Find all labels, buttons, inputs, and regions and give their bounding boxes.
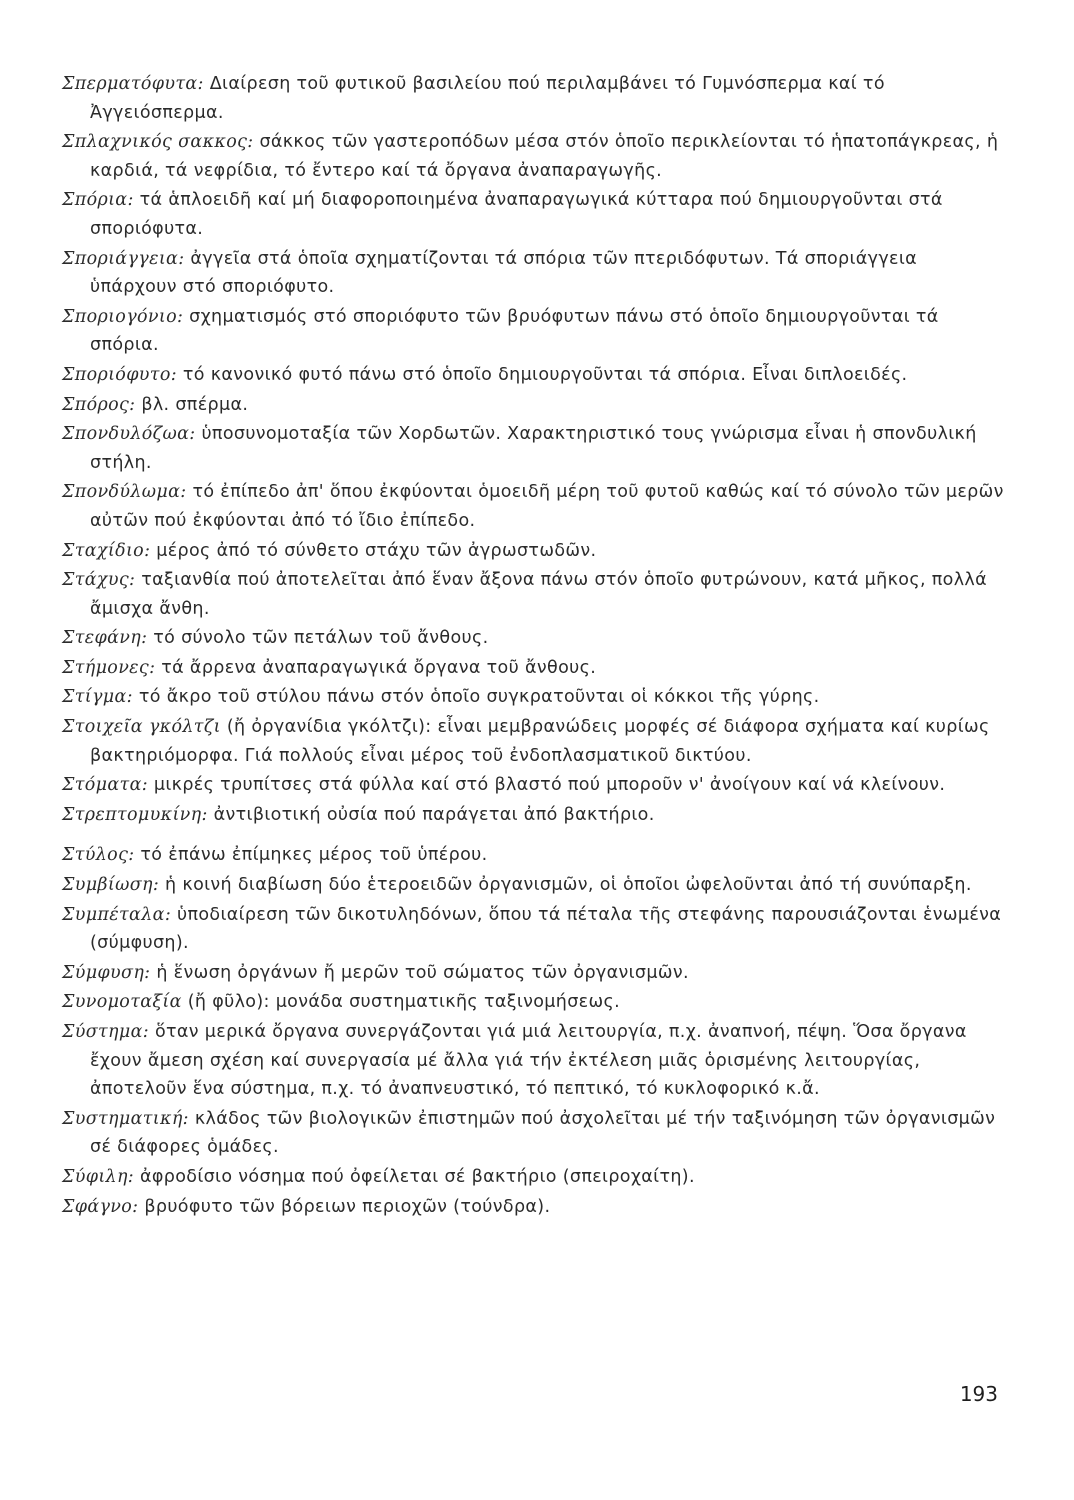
entry-term: Σποριόφυτο: xyxy=(62,364,177,385)
glossary-entry xyxy=(62,303,1007,360)
entry-term: Σύφιλη: xyxy=(62,1166,135,1187)
entry-definition: τό ἄκρο τοῦ στύλου πάνω στόν ὁποῖο συγκρατοῦνται οἱ κόκκοι τῆς γύρης. xyxy=(138,687,820,708)
glossary-entry xyxy=(62,1105,1007,1162)
entry-definition: ἡ ἕνωση ὀργάνων ἤ μερῶν τοῦ σώματος τῶν ὀργανισμῶν. xyxy=(156,962,689,983)
entry-definition: σάκκος τῶν γαστεροπόδων μέσα στόν ὁποῖο περικλείονται τό ἡπατοπάγκρεας, ἡ καρδιά, τά νεφρίδια, τό ἔντερο καί τά ὄργανα ἀναπαραγωγῆς. xyxy=(90,132,999,181)
entry-term: Συστηματική: xyxy=(62,1108,189,1129)
entry-term: Στεφάνη: xyxy=(62,628,148,649)
entry-definition: ἀφροδίσιο νόσημα πού ὀφείλεται σέ βακτήριο (σπειροχαίτη). xyxy=(139,1166,695,1187)
glossary-entry xyxy=(62,245,1007,302)
entry-definition: (ἤ ὀργανίδια γκόλτζι): εἶναι μεμβρανώδεις μορφές σέ διάφορα σχήματα καί κυρίως βακτηριόμορφα. Γιά πολλούς εἶναι μέρος τοῦ ἐνδοπλασματικοῦ δικτύου. xyxy=(90,717,990,766)
glossary-entry xyxy=(62,841,1007,870)
entry-term: Σφάγνο: xyxy=(62,1196,139,1217)
entry-definition: Διαίρεση τοῦ φυτικοῦ βασιλείου πού περιλαμβάνει τό Γυμνόσπερμα καί τό Ἀγγειόσπερμα. xyxy=(90,74,885,123)
entry-term: Στήμονες: xyxy=(62,657,156,678)
entry-definition: μέρος ἀπό τό σύνθετο στάχυ τῶν ἀγρωστωδῶν. xyxy=(156,540,597,561)
entry-term: Στοιχεῖα γκόλτζι xyxy=(62,717,221,738)
glossary-entry xyxy=(62,988,1007,1017)
entry-term: Συμβίωση: xyxy=(62,875,160,896)
glossary-entry xyxy=(62,566,1007,623)
glossary-entry xyxy=(62,624,1007,653)
entry-term: Σποριογόνιο: xyxy=(62,306,184,327)
entry-term: Σύμφυση: xyxy=(62,962,151,983)
glossary-entry xyxy=(62,420,1007,477)
entry-definition: κλάδος τῶν βιολογικῶν ἐπιστημῶν πού ἀσχολεῖται μέ τήν ταξινόμηση τῶν ὀργανισμῶν σέ διάφορες ὁμάδες. xyxy=(90,1108,996,1158)
entry-definition: τά ἁπλοειδῆ καί μή διαφοροποιημένα ἀναπαραγωγικά κύτταρα πού δημιουργοῦνται στά σποριόφυτα. xyxy=(90,190,943,239)
entry-term: Στύλος: xyxy=(62,845,135,866)
entry-term: Σπονδυλόζωα: xyxy=(62,424,196,445)
glossary-entry xyxy=(62,1163,1007,1192)
glossary-entry xyxy=(62,713,1007,770)
entry-definition: τό ἐπάνω ἐπίμηκες μέρος τοῦ ὑπέρου. xyxy=(140,845,488,866)
entry-term: Στάχυς: xyxy=(62,570,136,591)
entry-term: Σποριάγγεια: xyxy=(62,248,185,269)
entry-definition: ὑποσυνομοταξία τῶν Χορδωτῶν. Χαρακτηριστικό τους γνώρισμα εἶναι ἡ σπονδυλική στήλη. xyxy=(90,424,977,473)
glossary-entry xyxy=(62,391,1007,420)
entry-term: Στρεπτομυκίνη: xyxy=(62,804,208,825)
entry-term: Συνομοταξία xyxy=(62,992,182,1013)
entry-definition: τά ἄρρενα ἀναπαραγωγικά ὄργανα τοῦ ἄνθους. xyxy=(161,657,597,678)
entry-term: Στόματα: xyxy=(62,775,148,796)
glossary-entry xyxy=(62,959,1007,988)
glossary-entry xyxy=(62,1193,1007,1222)
entry-term: Σπονδύλωμα: xyxy=(62,482,187,503)
entry-definition: ἀγγεῖα στά ὁποῖα σχηματίζονται τά σπόρια τῶν πτεριδόφυτων. Τά σποριάγγεια ὑπάρχουν στό σποριόφυτο. xyxy=(90,248,918,298)
entry-definition: σχηματισμός στό σποριόφυτο τῶν βρυόφυτων πάνω στό ὁποῖο δημιουργοῦνται τά σπόρια. xyxy=(90,306,939,356)
entry-definition: ἀντιβιοτική οὐσία πού παράγεται ἀπό βακτήριο. xyxy=(213,804,655,825)
entry-term: Σπερματόφυτα: xyxy=(62,74,204,94)
page-number: 193 xyxy=(959,1382,998,1406)
entry-term: Συμπέταλα: xyxy=(62,904,172,925)
glossary-entry xyxy=(62,801,1007,830)
entry-definition: ἡ κοινή διαβίωση δύο ἑτεροειδῶν ὀργανισμῶν, οἱ ὁποῖοι ὠφελοῦνται ἀπό τή συνύπαρξη. xyxy=(165,875,972,896)
entry-definition: τό ἐπίπεδο ἀπ' ὅπου ἐκφύονται ὁμοειδῆ μέρη τοῦ φυτοῦ καθώς καί τό σύνολο τῶν μερῶν αὐτῶν πού ἐκφύονται ἀπό τό ἴδιο ἐπίπεδο. xyxy=(90,482,1004,531)
glossary-entry xyxy=(62,478,1007,535)
entry-term: Στίγμα: xyxy=(62,687,133,708)
glossary-entry xyxy=(62,683,1007,712)
glossary-entry xyxy=(62,186,1007,243)
entry-definition: ὅταν μερικά ὄργανα συνεργάζονται γιά μιά λειτουργία, π.χ. ἀναπνοή, πέψη. Ὅσα ὄργανα ἔχουν ἄμεση σχέση καί συνεργασία μέ ἄλλα γιά τήν ἐκτέλεση μιᾶς ὁρισμένης λειτουργίας, ἀποτελοῦν ἕνα σύστημα, π.χ. τό ἀναπνευστικό, τό πεπτικό, τό κυκλοφορικό κ.ἄ. xyxy=(90,1022,967,1100)
entry-definition: βρυόφυτο τῶν βόρειων περιοχῶν (τούνδρα). xyxy=(144,1196,551,1217)
glossary-entry xyxy=(62,537,1007,566)
entry-definition: μικρές τρυπίτσες στά φύλλα καί στό βλαστό πού μποροῦν ν' ἀνοίγουν καί νά κλείνουν. xyxy=(153,775,946,796)
entry-definition: (ἤ φῦλο): μονάδα συστηματικῆς ταξινομήσεως. xyxy=(187,992,620,1013)
glossary xyxy=(62,70,1007,1222)
glossary-entry xyxy=(62,871,1007,900)
entry-term: Σταχίδιο: xyxy=(62,540,151,561)
entry-term: Σπλαχνικός σακκος: xyxy=(62,132,254,153)
entry-term: Σύστημα: xyxy=(62,1022,150,1042)
entry-definition: ὑποδιαίρεση τῶν δικοτυληδόνων, ὅπου τά πέταλα τῆς στεφάνης παρουσιάζονται ἑνωμένα (σύμφυση). xyxy=(90,904,1002,954)
entry-definition: τό σύνολο τῶν πετάλων τοῦ ἄνθους. xyxy=(153,628,489,649)
glossary-entry xyxy=(62,771,1007,800)
glossary-entry xyxy=(62,654,1007,683)
glossary-entry xyxy=(62,70,1007,127)
entry-definition: βλ. σπέρμα. xyxy=(141,394,249,415)
glossary-entry xyxy=(62,361,1007,390)
glossary-entry xyxy=(62,901,1007,958)
glossary-entry xyxy=(62,1018,1007,1104)
entry-definition: τό κανονικό φυτό πάνω στό ὁποῖο δημιουργοῦνται τά σπόρια. Εἶναι διπλοειδές. xyxy=(182,364,908,385)
entry-term: Σπόρια: xyxy=(62,190,134,211)
entry-term: Σπόρος: xyxy=(62,394,136,415)
glossary-entry xyxy=(62,128,1007,185)
entry-definition: ταξιανθία πού ἀποτελεῖται ἀπό ἕναν ἄξονα πάνω στόν ὁποῖο φυτρώνουν, κατά μῆκος, πολλά ἄμισχα ἄνθη. xyxy=(90,570,988,619)
